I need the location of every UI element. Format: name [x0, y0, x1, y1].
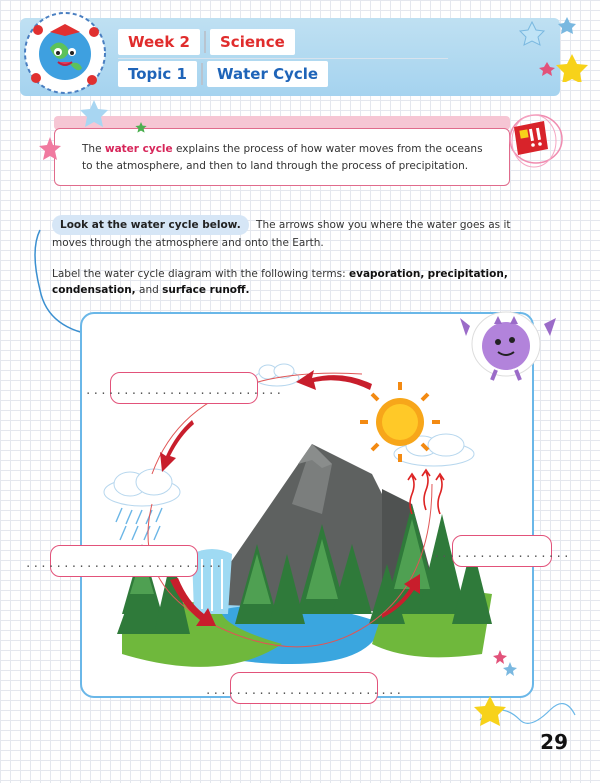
- answer-dots: ..........................: [204, 684, 404, 697]
- pink-star-icon: [37, 136, 63, 162]
- instruction-line2-prefix: Label the water cycle diagram with the following terms:: [52, 268, 346, 280]
- term-evaporation: evaporation,: [348, 268, 425, 280]
- header-week-row: [118, 27, 295, 57]
- answer-dots: ..................: [433, 547, 571, 560]
- page-number: 29: [540, 730, 568, 754]
- instruction-line1-rest: The arrows show you where the water goes as it moves through the atmosphere and onto the Earth.: [52, 219, 511, 249]
- answer-dots: ..........................: [84, 384, 284, 397]
- topic-label: Topic 1: [118, 61, 197, 87]
- answer-dots: ..........................: [24, 557, 224, 570]
- term-surface-runoff: surface runoff.: [162, 284, 250, 296]
- intro-term: water cycle: [104, 143, 173, 155]
- term-precipitation: precipitation,: [427, 268, 508, 280]
- intro-prefix: The: [82, 143, 102, 155]
- answer-box-mid-left[interactable]: [24, 545, 224, 577]
- instruction-paragraph-1: [52, 215, 542, 251]
- header-separator: [204, 31, 206, 53]
- header-separator: [201, 63, 203, 85]
- globe-mascot-icon: [20, 8, 110, 98]
- green-star-icon: [135, 122, 147, 134]
- subject-label: Science: [210, 29, 295, 55]
- week-label: Week 2: [118, 29, 200, 55]
- term-condensation: condensation,: [52, 284, 136, 296]
- decorative-stars-bottom-icon: [470, 640, 580, 740]
- answer-box-right[interactable]: [433, 535, 571, 567]
- intro-text: [82, 141, 486, 175]
- purple-monster-icon: [458, 296, 558, 396]
- instruction-connector: and: [139, 284, 159, 296]
- blue-star-icon: [78, 98, 110, 130]
- exclamation-sign-icon: [500, 105, 566, 171]
- topic-title: Water Cycle: [207, 61, 328, 87]
- instruction-pill: Look at the water cycle below.: [52, 215, 249, 235]
- instruction-paragraph-2: [52, 266, 542, 298]
- header-topic-row: [118, 59, 328, 89]
- answer-box-bottom[interactable]: [204, 672, 404, 704]
- decorative-stars-icon: [512, 12, 592, 82]
- answer-box-top-left[interactable]: [84, 372, 284, 404]
- intro-body: explains the process of how water moves from the oceans to the atmosphere, and then to land through the process of precipitation.: [82, 143, 483, 172]
